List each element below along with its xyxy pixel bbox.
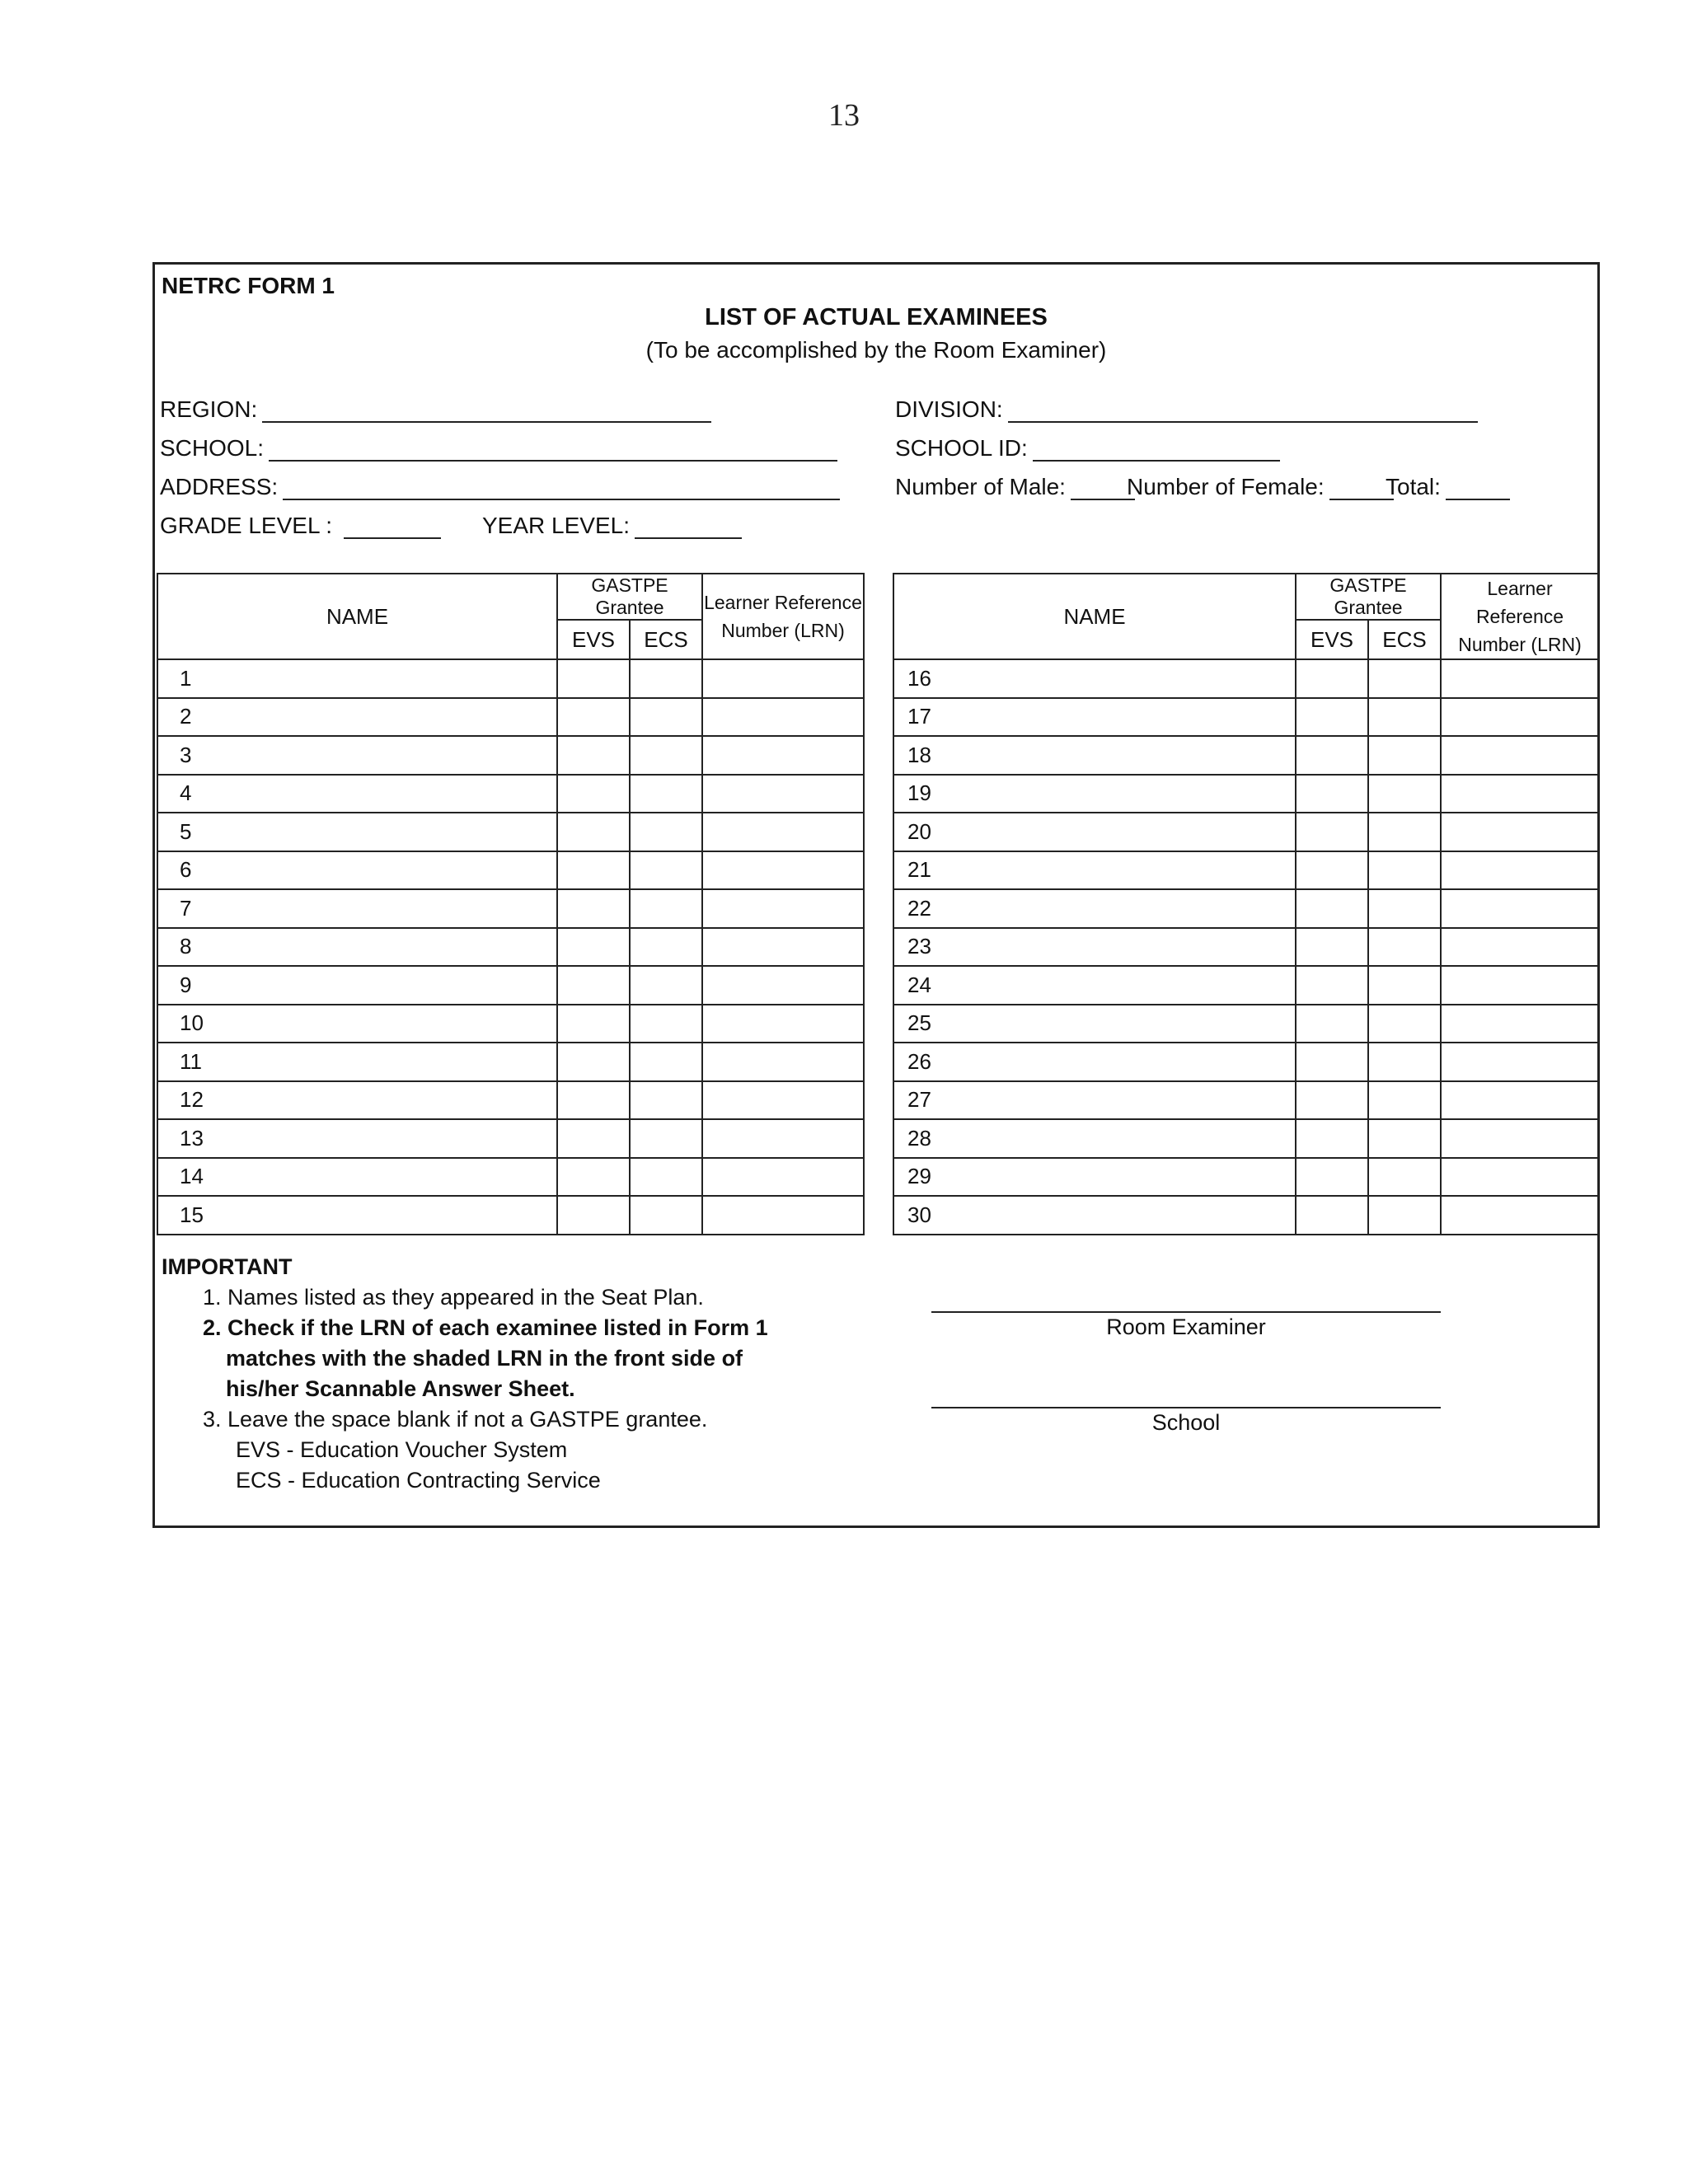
table-row: [893, 775, 1599, 813]
evs-cell[interactable]: [1296, 1043, 1368, 1081]
examinee-name-cell[interactable]: 4: [157, 775, 557, 813]
name-header: NAME: [157, 574, 557, 659]
table-row: [157, 813, 864, 851]
evs-cell[interactable]: [557, 928, 630, 967]
grade-level-label: GRADE LEVEL :: [160, 513, 333, 538]
table-row: [157, 659, 864, 698]
table-row: [157, 1158, 864, 1197]
examinee-name-cell[interactable]: 2: [157, 698, 557, 737]
ecs-cell[interactable]: [1368, 698, 1441, 737]
examinee-name-cell[interactable]: 23: [893, 928, 1296, 967]
table-row: [893, 1196, 1599, 1235]
room-examiner-signature-line[interactable]: [931, 1311, 1441, 1313]
table-row: [157, 775, 864, 813]
lrn-header-line2: Number (LRN): [1458, 634, 1582, 655]
school-field[interactable]: [160, 435, 837, 462]
ecs-cell[interactable]: [630, 966, 702, 1005]
table-row: [893, 813, 1599, 851]
important-heading: IMPORTANT: [162, 1254, 293, 1279]
year-level-field[interactable]: [482, 513, 742, 539]
evs-cell[interactable]: [557, 1081, 630, 1120]
lrn-cell[interactable]: [702, 1158, 864, 1197]
examinee-name-cell[interactable]: 3: [157, 736, 557, 775]
ecs-cell[interactable]: [630, 1005, 702, 1043]
year-level-blank[interactable]: [635, 516, 742, 539]
ecs-cell[interactable]: [630, 851, 702, 890]
grade-level-field[interactable]: [160, 513, 441, 539]
examinee-name-cell[interactable]: 30: [893, 1196, 1296, 1235]
evs-definition: EVS - Education Voucher System: [236, 1437, 568, 1462]
examinee-name-cell[interactable]: 19: [893, 775, 1296, 813]
table-row: [157, 851, 864, 890]
ecs-cell[interactable]: [630, 1119, 702, 1158]
female-count-blank[interactable]: [1329, 477, 1394, 500]
lrn-cell[interactable]: [1441, 1196, 1599, 1235]
lrn-cell[interactable]: [1441, 1005, 1599, 1043]
lrn-header: [1441, 574, 1599, 659]
examinee-name-cell[interactable]: 8: [157, 928, 557, 967]
evs-cell[interactable]: [557, 1158, 630, 1197]
evs-cell[interactable]: [1296, 1081, 1368, 1120]
examinee-name-cell[interactable]: 11: [157, 1043, 557, 1081]
lrn-cell[interactable]: [702, 889, 864, 928]
ecs-cell[interactable]: [630, 659, 702, 698]
examinee-name-cell[interactable]: 5: [157, 813, 557, 851]
female-count-field[interactable]: [1127, 474, 1394, 500]
ecs-cell[interactable]: [1368, 1119, 1441, 1158]
note-3: 3. Leave the space blank if not a GASTPE grantee.: [203, 1407, 708, 1432]
examinee-name-cell[interactable]: 9: [157, 966, 557, 1005]
ecs-cell[interactable]: [1368, 851, 1441, 890]
evs-cell[interactable]: [557, 1043, 630, 1081]
evs-cell[interactable]: [557, 966, 630, 1005]
evs-cell[interactable]: [557, 1196, 630, 1235]
lrn-cell[interactable]: [1441, 698, 1599, 737]
evs-cell[interactable]: [557, 659, 630, 698]
school-id-label: SCHOOL ID:: [895, 435, 1028, 461]
evs-cell[interactable]: [1296, 1119, 1368, 1158]
lrn-cell[interactable]: [1441, 736, 1599, 775]
total-count-field[interactable]: [1386, 474, 1510, 500]
lrn-cell[interactable]: [1441, 928, 1599, 967]
note-2-line2: matches with the shaded LRN in the front side of: [226, 1346, 743, 1371]
school-id-field[interactable]: [895, 435, 1280, 462]
table-row: [893, 1043, 1599, 1081]
ecs-cell[interactable]: [1368, 966, 1441, 1005]
evs-cell[interactable]: [557, 813, 630, 851]
table-row: [157, 1119, 864, 1158]
ecs-cell[interactable]: [630, 1081, 702, 1120]
evs-cell[interactable]: [1296, 966, 1368, 1005]
table-row: [157, 889, 864, 928]
ecs-cell[interactable]: [1368, 813, 1441, 851]
table-row: [893, 698, 1599, 737]
examinee-name-cell[interactable]: 12: [157, 1081, 557, 1120]
form-title: LIST OF ACTUAL EXAMINEES: [705, 304, 1048, 330]
lrn-cell[interactable]: [1441, 1119, 1599, 1158]
table-row: [157, 736, 864, 775]
ecs-cell[interactable]: [630, 928, 702, 967]
address-label: ADDRESS:: [160, 474, 279, 499]
evs-cell[interactable]: [557, 775, 630, 813]
table-row: [893, 851, 1599, 890]
examinee-name-cell[interactable]: 28: [893, 1119, 1296, 1158]
school-signature-line[interactable]: [931, 1407, 1441, 1408]
division-label: DIVISION:: [895, 396, 1003, 422]
examinee-name-cell[interactable]: 13: [157, 1119, 557, 1158]
ecs-cell[interactable]: [1368, 1158, 1441, 1197]
examinee-name-cell[interactable]: 22: [893, 889, 1296, 928]
lrn-cell[interactable]: [1441, 775, 1599, 813]
lrn-cell[interactable]: [702, 966, 864, 1005]
lrn-header: [702, 574, 864, 659]
ecs-cell[interactable]: [630, 698, 702, 737]
examinee-name-cell[interactable]: 25: [893, 1005, 1296, 1043]
lrn-cell[interactable]: [1441, 1081, 1599, 1120]
evs-cell[interactable]: [557, 889, 630, 928]
evs-cell[interactable]: [1296, 1158, 1368, 1197]
ecs-cell[interactable]: [630, 813, 702, 851]
table-row: [157, 1005, 864, 1043]
ecs-cell[interactable]: [1368, 1081, 1441, 1120]
gastpe-header: GASTPE Grantee: [557, 574, 702, 620]
year-level-label: YEAR LEVEL:: [482, 513, 630, 538]
room-examiner-label: Room Examiner: [1106, 1315, 1266, 1339]
ecs-cell[interactable]: [630, 736, 702, 775]
school-signature-label: School: [1151, 1410, 1221, 1435]
ecs-cell[interactable]: [1368, 1005, 1441, 1043]
lrn-cell[interactable]: [702, 1043, 864, 1081]
form-code: NETRC FORM 1: [162, 273, 335, 298]
division-field[interactable]: [895, 396, 1478, 423]
name-header: NAME: [893, 574, 1296, 659]
lrn-cell[interactable]: [702, 813, 864, 851]
lrn-cell[interactable]: [1441, 813, 1599, 851]
lrn-cell[interactable]: [702, 659, 864, 698]
lrn-cell[interactable]: [702, 851, 864, 890]
ecs-cell[interactable]: [630, 889, 702, 928]
examinee-table-right: [893, 573, 1600, 1235]
evs-header: EVS: [557, 620, 630, 659]
ecs-cell[interactable]: [630, 1043, 702, 1081]
note-2-line1: 2. Check if the LRN of each examinee listed in Form 1: [203, 1315, 768, 1340]
ecs-cell[interactable]: [630, 1158, 702, 1197]
region-label: REGION:: [160, 396, 258, 422]
ecs-cell[interactable]: [1368, 775, 1441, 813]
lrn-cell[interactable]: [702, 1005, 864, 1043]
lrn-cell[interactable]: [1441, 659, 1599, 698]
ecs-cell[interactable]: [1368, 1196, 1441, 1235]
lrn-cell[interactable]: [702, 1196, 864, 1235]
lrn-cell[interactable]: [702, 736, 864, 775]
female-count-label: Number of Female:: [1127, 474, 1325, 499]
male-count-blank[interactable]: [1071, 477, 1135, 500]
examinee-name-cell[interactable]: 21: [893, 851, 1296, 890]
examinee-name-cell[interactable]: 27: [893, 1081, 1296, 1120]
table-row: [157, 1043, 864, 1081]
lrn-cell[interactable]: [702, 1119, 864, 1158]
lrn-cell[interactable]: [702, 1081, 864, 1120]
table-row: [157, 1196, 864, 1235]
lrn-cell[interactable]: [1441, 966, 1599, 1005]
evs-header: EVS: [1296, 620, 1368, 659]
examinee-name-cell[interactable]: 18: [893, 736, 1296, 775]
lrn-cell[interactable]: [1441, 1043, 1599, 1081]
ecs-cell[interactable]: [1368, 659, 1441, 698]
lrn-cell[interactable]: [702, 928, 864, 967]
examinee-name-cell[interactable]: 26: [893, 1043, 1296, 1081]
examinee-name-cell[interactable]: 7: [157, 889, 557, 928]
examinee-name-cell[interactable]: 20: [893, 813, 1296, 851]
lrn-cell[interactable]: [1441, 851, 1599, 890]
note-2-line3: his/her Scannable Answer Sheet.: [226, 1376, 575, 1401]
male-count-label: Number of Male:: [895, 474, 1066, 499]
table-row: [893, 889, 1599, 928]
table-row: [893, 928, 1599, 967]
page-number: 13: [828, 98, 860, 133]
evs-cell[interactable]: [557, 1119, 630, 1158]
table-row: [893, 1158, 1599, 1197]
lrn-cell[interactable]: [1441, 1158, 1599, 1197]
examinee-name-cell[interactable]: 16: [893, 659, 1296, 698]
evs-cell[interactable]: [1296, 851, 1368, 890]
ecs-cell[interactable]: [630, 1196, 702, 1235]
evs-cell[interactable]: [1296, 659, 1368, 698]
total-count-label: Total:: [1386, 474, 1441, 499]
evs-cell[interactable]: [1296, 775, 1368, 813]
ecs-cell[interactable]: [1368, 889, 1441, 928]
table-row: [157, 698, 864, 737]
address-blank[interactable]: [283, 477, 840, 500]
lrn-header-line1: Learner Reference: [704, 592, 862, 613]
ecs-cell[interactable]: [1368, 736, 1441, 775]
evs-cell[interactable]: [1296, 698, 1368, 737]
ecs-definition: ECS - Education Contracting Service: [236, 1468, 601, 1493]
examinee-name-cell[interactable]: 29: [893, 1158, 1296, 1197]
table-row: [893, 1081, 1599, 1120]
lrn-cell[interactable]: [1441, 889, 1599, 928]
examinee-name-cell[interactable]: 1: [157, 659, 557, 698]
evs-cell[interactable]: [1296, 889, 1368, 928]
examinee-table-left: [157, 573, 865, 1235]
ecs-cell[interactable]: [630, 775, 702, 813]
table-row: [893, 736, 1599, 775]
evs-cell[interactable]: [557, 736, 630, 775]
table-row: [157, 1081, 864, 1120]
ecs-header: ECS: [630, 620, 702, 659]
school-label: SCHOOL:: [160, 435, 265, 461]
evs-cell[interactable]: [1296, 928, 1368, 967]
form-subtitle: (To be accomplished by the Room Examiner): [645, 337, 1107, 363]
important-notes: [162, 1252, 768, 1496]
examinee-name-cell[interactable]: 24: [893, 966, 1296, 1005]
evs-cell[interactable]: [1296, 736, 1368, 775]
evs-cell[interactable]: [1296, 1196, 1368, 1235]
lrn-header-line1: Learner Reference: [1475, 578, 1564, 627]
lrn-cell[interactable]: [702, 775, 864, 813]
evs-cell[interactable]: [557, 1005, 630, 1043]
table-row: [893, 1005, 1599, 1043]
examinee-name-cell[interactable]: 14: [157, 1158, 557, 1197]
lrn-header-line2: Number (LRN): [721, 620, 845, 641]
address-field[interactable]: [160, 474, 840, 500]
region-field[interactable]: [160, 396, 711, 423]
gastpe-header: GASTPE Grantee: [1296, 574, 1441, 620]
division-blank[interactable]: [1008, 400, 1478, 423]
evs-cell[interactable]: [1296, 1005, 1368, 1043]
lrn-cell[interactable]: [702, 698, 864, 737]
examinee-name-cell[interactable]: 15: [157, 1196, 557, 1235]
ecs-header: ECS: [1368, 620, 1441, 659]
evs-cell[interactable]: [557, 698, 630, 737]
ecs-cell[interactable]: [1368, 928, 1441, 967]
school-id-blank[interactable]: [1033, 438, 1280, 462]
evs-cell[interactable]: [1296, 813, 1368, 851]
male-count-field[interactable]: [895, 474, 1135, 500]
region-blank[interactable]: [262, 400, 711, 423]
table-row: [157, 928, 864, 967]
school-blank[interactable]: [269, 438, 837, 462]
table-row: [893, 659, 1599, 698]
table-row: [893, 1119, 1599, 1158]
grade-level-blank[interactable]: [344, 516, 441, 539]
examinee-name-cell[interactable]: 10: [157, 1005, 557, 1043]
total-count-blank[interactable]: [1446, 477, 1510, 500]
netrc-form: [152, 262, 1600, 1528]
table-row: [157, 966, 864, 1005]
ecs-cell[interactable]: [1368, 1043, 1441, 1081]
examinee-name-cell[interactable]: 6: [157, 851, 557, 890]
examinee-name-cell[interactable]: 17: [893, 698, 1296, 737]
table-row: [893, 966, 1599, 1005]
note-1: 1. Names listed as they appeared in the Seat Plan.: [203, 1285, 704, 1310]
evs-cell[interactable]: [557, 851, 630, 890]
